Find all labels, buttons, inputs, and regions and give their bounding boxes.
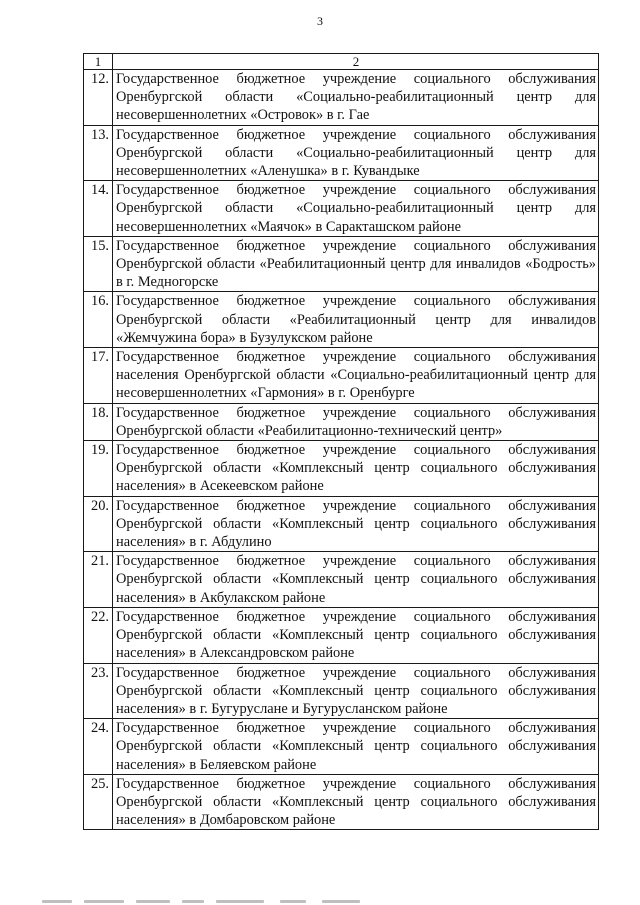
table-row xyxy=(84,236,599,292)
table-row xyxy=(84,125,599,181)
row-text: Государственное бюджетное учреждение социального обслуживания Оренбургской области «Комплексный центр социального обслуживания населения» в Александровском районе xyxy=(113,607,599,663)
row-number: 23. xyxy=(84,663,113,719)
row-text: Государственное бюджетное учреждение социального обслуживания Оренбургской области «Социально-реабилитационный центр для несовершеннолетних «Маячок» в Саракташском районе xyxy=(113,181,599,237)
table-row xyxy=(84,719,599,775)
row-number: 18. xyxy=(84,403,113,440)
table-row xyxy=(84,496,599,552)
row-number: 20. xyxy=(84,496,113,552)
row-text: Государственное бюджетное учреждение социального обслуживания Оренбургской области «Реабилитационно-технический центр» xyxy=(113,403,599,440)
row-number: 14. xyxy=(84,181,113,237)
table-row xyxy=(84,663,599,719)
row-text: Государственное бюджетное учреждение социального обслуживания Оренбургской области «Реабилитационный центр для инвалидов «Бодрость» в г. Медногорске xyxy=(113,236,599,292)
header-col-2: 2 xyxy=(113,54,599,70)
row-text: Государственное бюджетное учреждение социального обслуживания Оренбургской области «Комплексный центр социального обслуживания населения» в г. Абдулино xyxy=(113,496,599,552)
row-text: Государственное бюджетное учреждение социального обслуживания Оренбургской области «Социально-реабилитационный центр для несовершеннолетних «Аленушка» в г. Кувандыке xyxy=(113,125,599,181)
row-text: Государственное бюджетное учреждение социального обслуживания Оренбургской области «Комплексный центр социального обслуживания населения» в Акбулакском районе xyxy=(113,552,599,608)
row-number: 12. xyxy=(84,70,113,126)
table-row xyxy=(84,181,599,237)
row-text: Государственное бюджетное учреждение социального обслуживания Оренбургской области «Социально-реабилитационный центр для несовершеннолетних «Островок» в г. Гае xyxy=(113,70,599,126)
row-number: 13. xyxy=(84,125,113,181)
header-col-1: 1 xyxy=(84,54,113,70)
table-row xyxy=(84,70,599,126)
row-number: 15. xyxy=(84,236,113,292)
table-row xyxy=(84,607,599,663)
row-text: Государственное бюджетное учреждение социального обслуживания населения Оренбургской области «Социально-реабилитационный центр для несовершеннолетних «Гармония» в г. Оренбурге xyxy=(113,348,599,404)
table-header-row xyxy=(84,54,599,70)
page-number: 3 xyxy=(317,14,323,28)
scan-bleed-through xyxy=(40,897,600,905)
row-text: Государственное бюджетное учреждение социального обслуживания Оренбургской области «Комплексный центр социального обслуживания населения» в г. Бугуруслане и Бугурусланском районе xyxy=(113,663,599,719)
row-number: 24. xyxy=(84,719,113,775)
row-number: 19. xyxy=(84,441,113,497)
row-number: 21. xyxy=(84,552,113,608)
row-text: Государственное бюджетное учреждение социального обслуживания Оренбургской области «Комплексный центр социального обслуживания населения» в Асекеевском районе xyxy=(113,441,599,497)
row-number: 22. xyxy=(84,607,113,663)
table-body xyxy=(84,54,599,830)
row-text: Государственное бюджетное учреждение социального обслуживания Оренбургской области «Реабилитационный центр для инвалидов «Жемчужина бора» в Бузулукском районе xyxy=(113,292,599,348)
row-number: 25. xyxy=(84,774,113,830)
row-number: 17. xyxy=(84,348,113,404)
row-number: 16. xyxy=(84,292,113,348)
row-text: Государственное бюджетное учреждение социального обслуживания Оренбургской области «Комплексный центр социального обслуживания населения» в Домбаровском районе xyxy=(113,774,599,830)
table-row xyxy=(84,292,599,348)
table-row xyxy=(84,774,599,830)
table-row xyxy=(84,441,599,497)
institutions-table xyxy=(83,53,599,830)
table-row xyxy=(84,552,599,608)
table-row xyxy=(84,403,599,440)
table-row xyxy=(84,348,599,404)
row-text: Государственное бюджетное учреждение социального обслуживания Оренбургской области «Комплексный центр социального обслуживания населения» в Беляевском районе xyxy=(113,719,599,775)
